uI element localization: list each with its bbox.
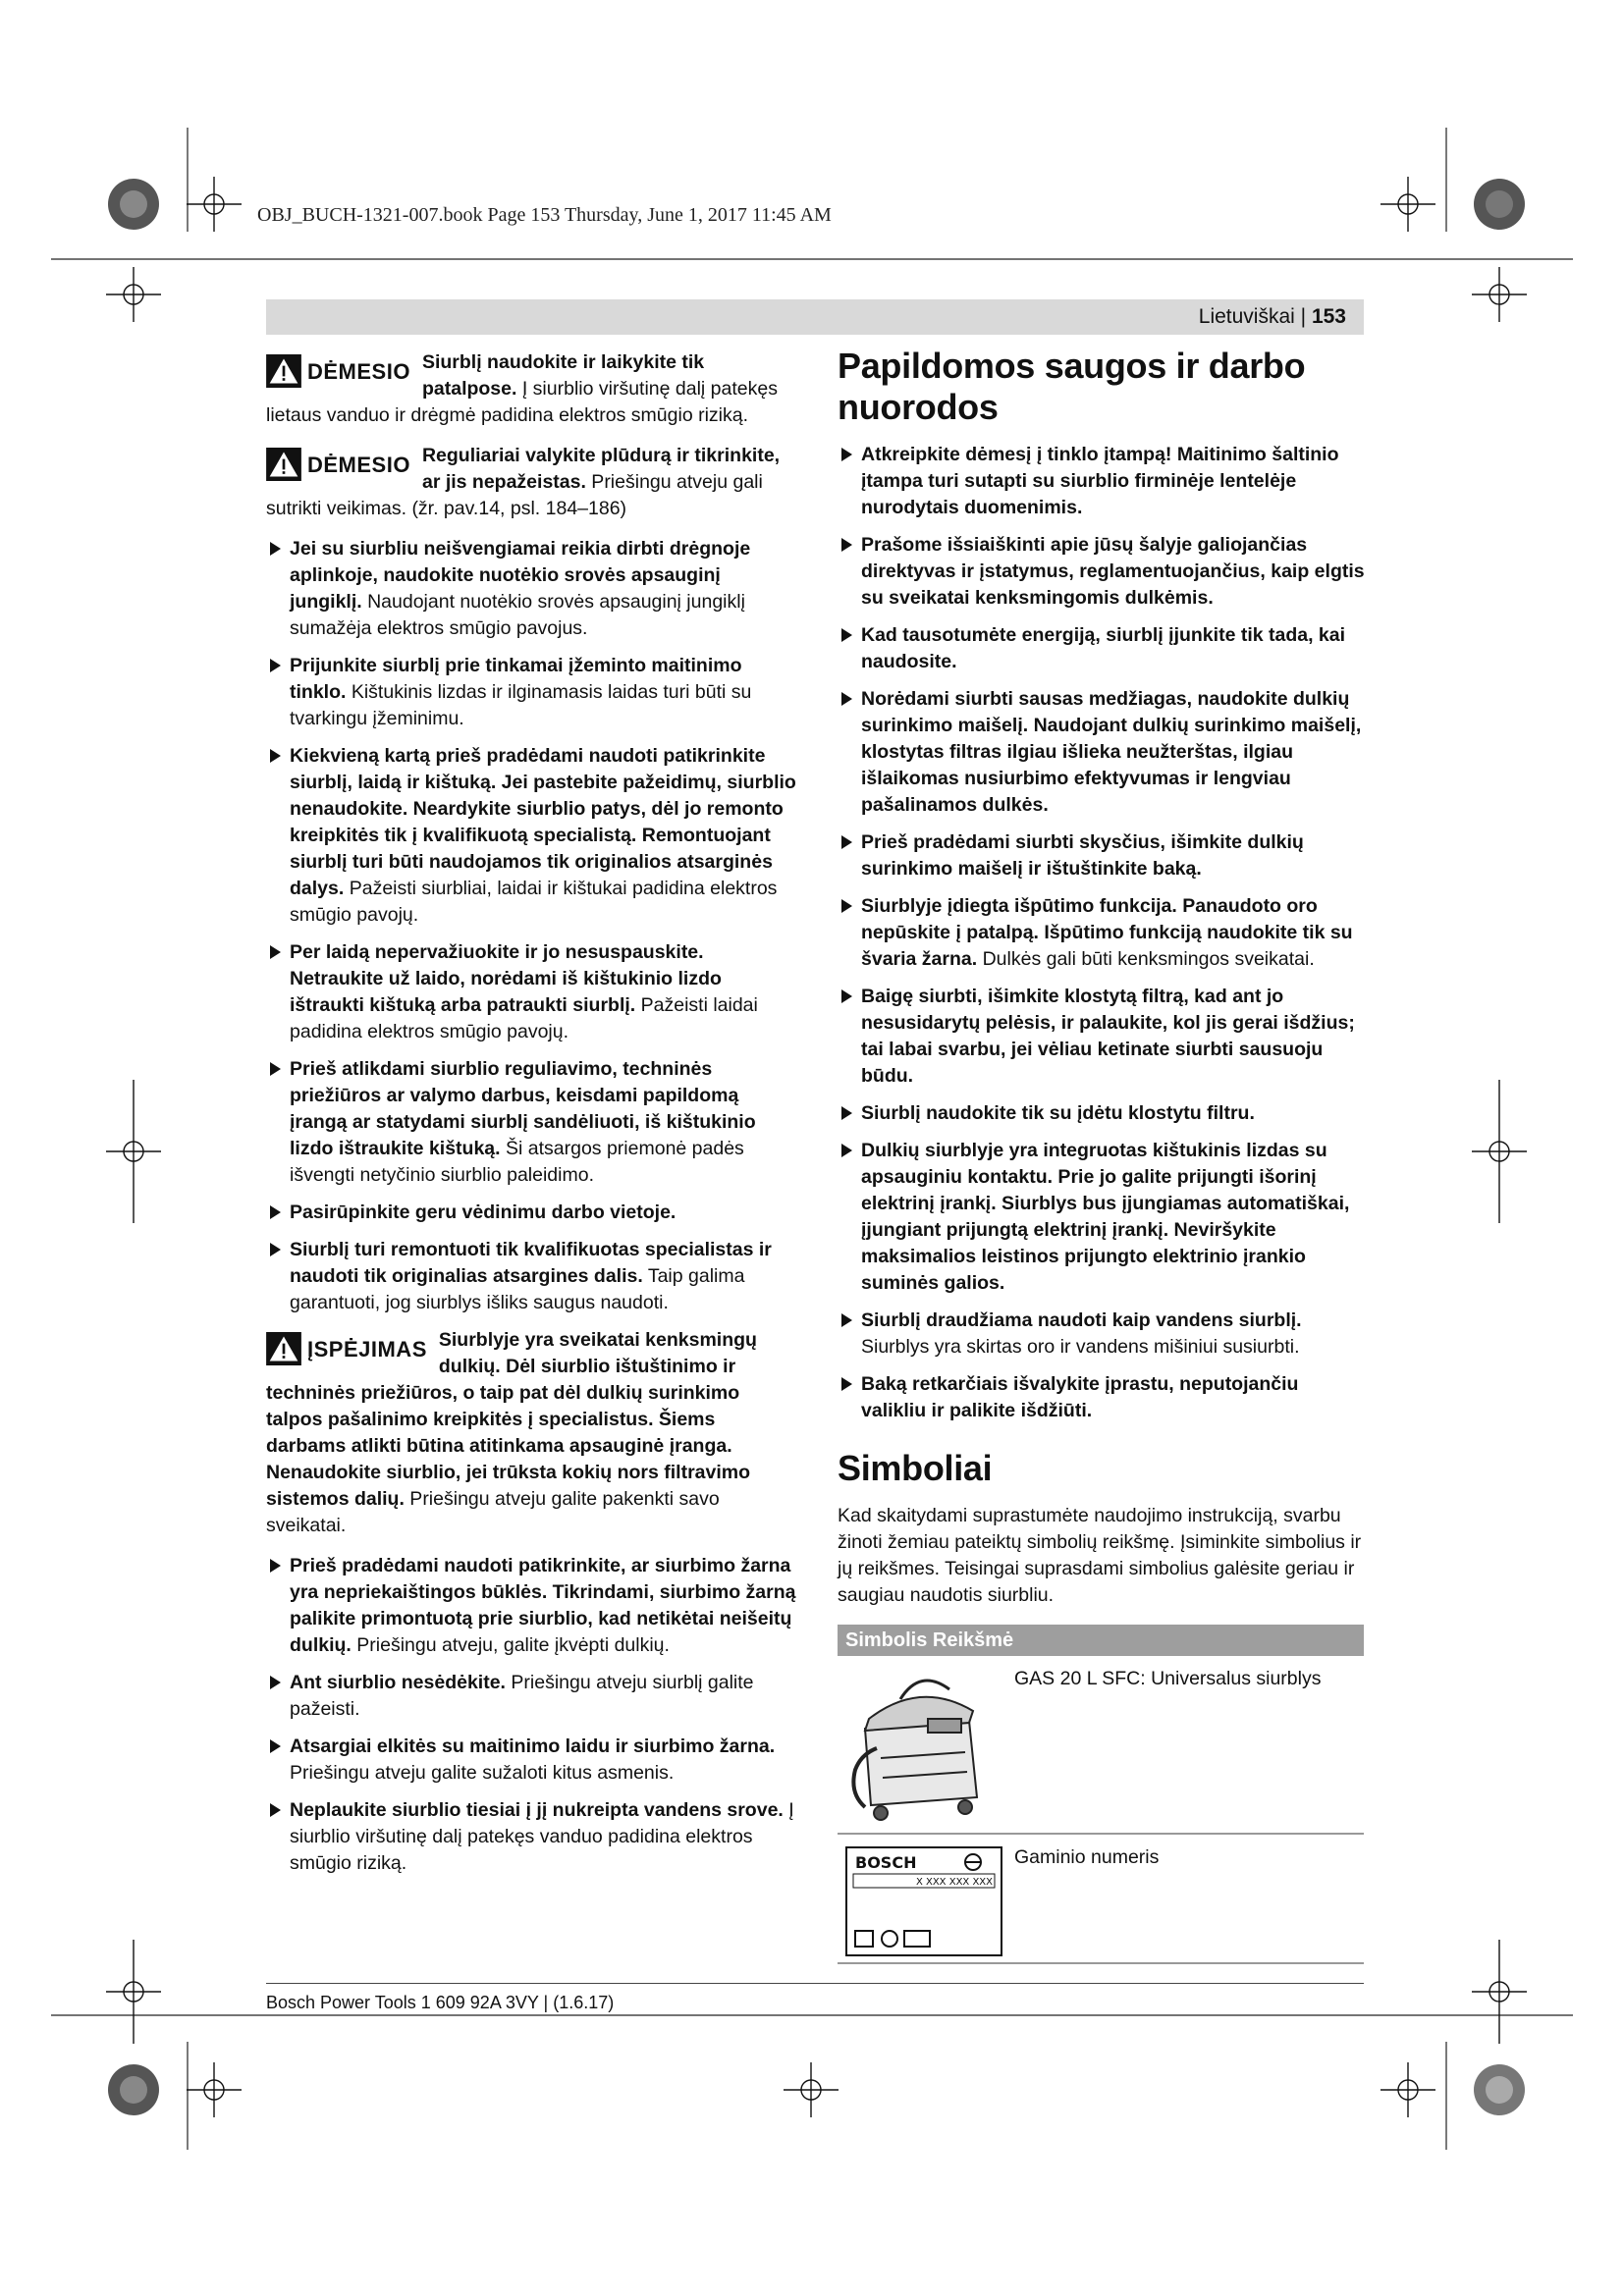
item-bold: Baigę siurbti, išimkite klostytą filtrą, kad ant jo nesusidarytų pelėsis, ir palaukite, kol jis gerai išdžius; tai labai svarbu, jei vėliau ketinate siurbti sausuoju būdu. — [861, 986, 1355, 1087]
item-text: Ši atsargos priemonė padės išvengti netyčinio siurblio paleidimo. — [290, 1138, 744, 1186]
bullet-arrow-icon — [270, 749, 281, 763]
warning-text: Priešingu atveju gali sutrikti veikimas. (žr. pav.14, psl. 184–186) — [266, 471, 763, 519]
caution-badge — [266, 354, 410, 388]
list-item — [266, 1200, 796, 1226]
item-bold: Siurblį draudžiama naudoti kaip vandens siurblį. — [861, 1309, 1302, 1331]
item-bold: Neplaukite siurblio tiesiai į jį nukreipta vandens srove. — [290, 1799, 784, 1821]
header-text — [1199, 305, 1346, 329]
item-bold: Kad tausotumėte energiją, siurblį įjunkite tik tada, kai naudosite. — [861, 624, 1346, 672]
bullet-arrow-icon — [270, 1062, 281, 1076]
list-item — [266, 939, 796, 1045]
bullet-arrow-icon — [841, 448, 852, 461]
item-text: Pažeisti laidai padidina elektros smūgio pavojų. — [290, 994, 758, 1042]
list-item — [266, 1553, 796, 1659]
item-bold: Prieš pradėdami naudoti patikrinkite, ar siurbimo žarna yra nepriekaištingos būklės. Tikrindami, siurbimo žarną palikite primontuotą prie siurblio, kad netikėtai neišeitų dulkių. — [290, 1555, 796, 1656]
item-text: Priešingu atveju, galite įkvėpti dulkių. — [351, 1634, 670, 1656]
symbol-meaning: GAS 20 L SFC: Universalus siurblys — [1014, 1668, 1322, 1689]
list-item — [838, 532, 1368, 612]
list-item — [838, 984, 1368, 1090]
caution-badge — [266, 448, 410, 481]
item-bold: Prašome išsiaiškinti apie jūsų šalyje galiojančias direktyvas ir įstatymus, reglamentuojančius, kaip elgtis su sveikatai kenksmingomis dulkėmis. — [861, 534, 1365, 609]
item-bold: Prieš pradėdami siurbti skysčius, išimkite dulkių surinkimo maišelį ir ištuštinkite baką. — [861, 831, 1304, 880]
bullet-arrow-icon — [270, 542, 281, 556]
bullet-arrow-icon — [270, 1559, 281, 1573]
bullet-arrow-icon — [841, 538, 852, 552]
item-bold: Atsargiai elkitės su maitinimo laidu ir siurbimo žarna. — [290, 1735, 776, 1757]
section-heading: Papildomos saugos ir darbo nuorodos — [838, 346, 1306, 427]
warning-badge — [266, 1332, 427, 1365]
list-item — [266, 743, 796, 929]
vacuum-cleaner-icon — [841, 1660, 1001, 1829]
bullet-arrow-icon — [841, 899, 852, 913]
bullet-arrow-icon — [270, 1803, 281, 1817]
bullet-arrow-icon — [270, 659, 281, 672]
list-item — [266, 1237, 796, 1316]
warning-bold: Siurblį naudokite ir laikykite tik patalpose. — [421, 351, 705, 400]
warning-bold: Reguliariai valykite plūdurą ir tikrinkite, ar jis nepažeistas. — [421, 445, 781, 493]
table-row — [838, 1835, 1364, 1964]
bullet-arrow-icon — [270, 1739, 281, 1753]
item-text: Priešingu atveju galite sužaloti kitus asmenis. — [290, 1762, 675, 1784]
list-item — [266, 536, 796, 642]
item-text: Taip galima garantuoti, jog siurblys išliks saugus naudoti. — [290, 1265, 745, 1313]
page-header — [266, 299, 1364, 335]
list-item — [266, 1797, 796, 1877]
warning-block-2 — [266, 443, 796, 522]
item-text: Pažeisti siurbliai, laidai ir kištukai padidina elektros smūgio pavojų. — [290, 878, 778, 926]
warning-text: Į siurblio viršutinę dalį patekęs lietaus vanduo ir drėgmė padidina elektros smūgio riziką. — [266, 378, 778, 426]
item-bold: Siurblį naudokite tik su įdėtu klostytu filtru. — [861, 1102, 1255, 1124]
item-text: Į siurblio viršutinę dalį patekęs vanduo padidina elektros smūgio riziką. — [290, 1799, 794, 1874]
warning-triangle-icon — [266, 448, 301, 481]
list-item — [266, 653, 796, 732]
bullet-arrow-icon — [270, 1243, 281, 1256]
bullet-arrow-icon — [841, 989, 852, 1003]
left-column — [266, 349, 796, 1888]
item-bold: Norėdami siurbti sausas medžiagas, naudokite dulkių surinkimo maišelį. Naudojant dulkių surinkimo maišelį, klostytas filtras ilgiau išlieka neužterštas, ilgiau išlaikomas nusiurbimo efektyvumas ir lengviau pašalinamos dulkės. — [861, 688, 1362, 816]
page-number: 153 — [1311, 305, 1346, 328]
bullet-arrow-icon — [841, 692, 852, 706]
item-bold: Siurblyje įdiegta išpūtimo funkcija. Panaudoto oro nepūskite į patalpą. Išpūtimo funkciją naudokite tik su švaria žarna. — [861, 895, 1353, 970]
header-separator: | — [1294, 305, 1312, 328]
symbols-table — [838, 1625, 1364, 1964]
warning-label: ĮSPĖJIMAS — [307, 1336, 427, 1362]
bullet-arrow-icon — [270, 945, 281, 959]
bullet-arrow-icon — [841, 628, 852, 642]
nameplate-icon — [845, 1846, 1002, 1956]
page-footer: Bosch Power Tools 1 609 92A 3VY | (1.6.17) — [266, 1993, 615, 2012]
file-info: OBJ_BUCH-1321-007.book Page 153 Thursday, June 1, 2017 11:45 AM — [257, 204, 832, 226]
table-row — [838, 1656, 1364, 1835]
item-bold: Jei su siurbliu neišvengiamai reikia dirbti drėgnoje aplinkoje, naudokite nuotėkio srovės apsauginį jungiklį. — [290, 538, 751, 613]
item-bold: Atkreipkite dėmesį į tinklo įtampą! Maitinimo šaltinio įtampa turi sutapti su siurblio firminėje lentelėje nurodytais duomenimis. — [861, 444, 1339, 518]
bullet-arrow-icon — [841, 1377, 852, 1391]
bullet-arrow-icon — [841, 1106, 852, 1120]
list-item — [838, 1138, 1368, 1297]
warning-block-3 — [266, 1327, 796, 1539]
list-item — [838, 622, 1368, 675]
list-item — [838, 442, 1368, 521]
item-bold: Ant siurblio nesėdėkite. — [290, 1672, 506, 1693]
plate-brand: BOSCH — [855, 1853, 917, 1872]
list-item — [838, 829, 1368, 882]
warning-bold: Siurblyje yra sveikatai kenksmingų dulkių. Dėl siurblio ištuštinimo ir techninės priežiūros, o taip pat dėl dulkių surinkimo talpos pašalinimo kreipkitės į specialistus. Šiems darbams atlikti būtina atitinkama apsauginė įranga. Nenaudokite siurblio, jei trūksta kokių nors filtravimo sistemos dalių. — [266, 1329, 757, 1510]
item-bold: Prieš atlikdami siurblio reguliavimo, techninės priežiūros ar valymo darbus, keisdami papildomą įrangą ar statydami siurblį sandėliuoti, iš kištukinio lizdo ištraukite kištuką. — [290, 1058, 756, 1159]
warning-triangle-icon — [266, 1332, 301, 1365]
item-text: Dulkės gali būti kenksmingos sveikatai. — [977, 948, 1315, 970]
bullet-arrow-icon — [270, 1676, 281, 1689]
caution-label: DĖMESIO — [307, 358, 410, 384]
plate-number: X XXX XXX XXX — [915, 1877, 993, 1888]
table-header: Simbolis Reikšmė — [838, 1625, 1364, 1656]
list-item — [266, 1734, 796, 1787]
item-text: Siurblys yra skirtas oro ir vandens mišiniui susiurbti. — [861, 1336, 1300, 1358]
header-language: Lietuviškai — [1198, 305, 1295, 328]
list-item — [838, 1371, 1368, 1424]
footer-divider — [266, 1983, 1364, 1984]
list-item — [838, 686, 1368, 819]
item-bold: Prijunkite siurblį prie tinkamai įžeminto maitinimo tinklo. — [290, 655, 742, 703]
item-bold: Kiekvieną kartą prieš pradėdami naudoti patikrinkite siurblį, laidą ir kištuką. Jei pastebite pažeidimų, siurblio nenaudokite. Neardykite siurblio patys, dėl jo remonto kreipkitės tik į kvalifikuotą specialistą. Remontuojant siurblį turi būti naudojamos tik originalios atsarginės dalys. — [290, 745, 796, 899]
warning-triangle-icon — [266, 354, 301, 388]
list-item — [838, 1100, 1368, 1127]
item-bold: Baką retkarčiais išvalykite įprastu, neputojančiu valikliu ir palikite išdžiūti. — [861, 1373, 1299, 1421]
bullet-arrow-icon — [841, 1313, 852, 1327]
item-bold: Pasirūpinkite geru vėdinimu darbo vietoje. — [290, 1201, 677, 1223]
list-item — [266, 1056, 796, 1189]
bullet-arrow-icon — [841, 835, 852, 849]
symbol-meaning: Gaminio numeris — [1014, 1846, 1160, 1868]
symbols-intro: Kad skaitydami suprastumėte naudojimo instrukciją, svarbu žinoti žemiau pateiktų simbolių reikšmę. Įsiminkite simbolius ir jų reikšmes. Teisingai suprasdami simbolius galėsite geriau ir saugiau naudotis siurbliu. — [838, 1505, 1362, 1606]
list-item — [266, 1670, 796, 1723]
item-bold: Per laidą nepervažiuokite ir jo nesuspauskite. Netraukite už laido, norėdami iš kištukinio lizdo ištraukti kištuką arba patraukti siurblį. — [290, 941, 722, 1016]
list-item — [838, 893, 1368, 973]
right-column — [838, 346, 1368, 1964]
item-bold: Dulkių siurblyje yra integruotas kištukinis lizdas su apsauginiu kontaktu. Prie jo galite prijungti išorinį elektrinį įrankį. Siurblys bus įjungiamas automatiškai, įjungiant prijungtą elektrinį įrankį. Neviršykite maksimalios leistinos prijungto elektrinio įrankio suminės galios. — [861, 1140, 1350, 1294]
item-bold: Siurblį turi remontuoti tik kvalifikuotas specialistas ir naudoti tik originalias atsargines dalis. — [290, 1239, 772, 1287]
warning-block-1 — [266, 349, 796, 429]
caution-label: DĖMESIO — [307, 452, 410, 477]
item-text: Kištukinis lizdas ir ilginamasis laidas turi būti su tvarkingu įžeminimu. — [290, 681, 752, 729]
item-text: Priešingu atveju siurblį galite pažeisti. — [290, 1672, 754, 1720]
symbols-heading: Simboliai — [838, 1448, 993, 1488]
warning-text: Priešingu atveju galite pakenkti savo sveikatai. — [266, 1488, 720, 1536]
bullet-arrow-icon — [270, 1205, 281, 1219]
list-item — [838, 1308, 1368, 1361]
item-text: Naudojant nuotėkio srovės apsauginį jungiklį sumažėja elektros smūgio pavojus. — [290, 591, 745, 639]
bullet-arrow-icon — [841, 1144, 852, 1157]
